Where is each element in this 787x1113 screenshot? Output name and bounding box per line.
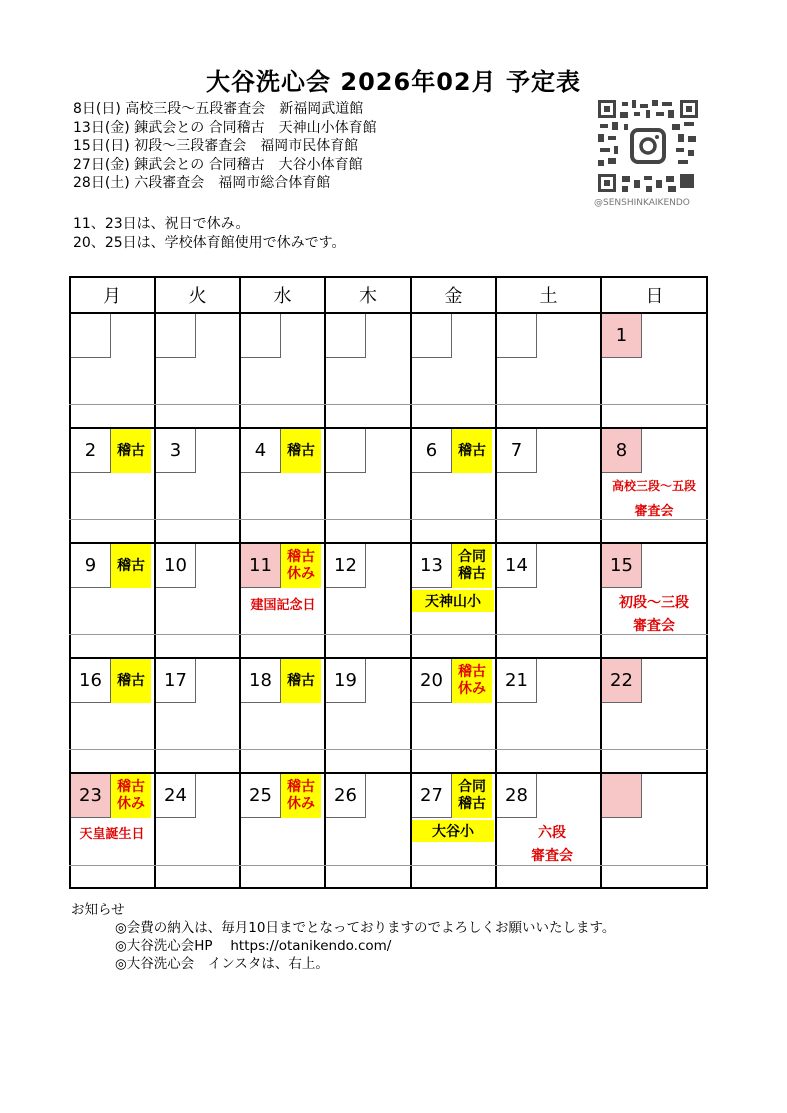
empty-day-box xyxy=(241,314,281,358)
practice-tag: 稽古 xyxy=(452,429,492,473)
practice-tag: 稽古 xyxy=(281,659,321,703)
weekday-mon: 月 xyxy=(103,285,121,307)
day-22[interactable]: 22 xyxy=(602,659,642,703)
day-10[interactable]: 10 xyxy=(156,544,196,588)
empty-day-box xyxy=(602,774,642,818)
event-item: 27日(金) 錬武会との 合同稽古 大谷小体育館 xyxy=(73,156,363,173)
tag-line: 休み xyxy=(117,796,145,812)
day-27[interactable]: 27 xyxy=(412,774,452,818)
practice-tag: 稽古 xyxy=(111,544,151,588)
day-15[interactable]: 15 xyxy=(602,544,642,588)
day-2[interactable]: 2 xyxy=(71,429,111,473)
weekday-tue: 火 xyxy=(188,285,207,307)
page-title: 大谷洗心会 2026年02月 予定表 xyxy=(206,68,581,96)
note-item: 20、25日は、学校体育館使用で休みです。 xyxy=(73,234,346,251)
day-24[interactable]: 24 xyxy=(156,774,196,818)
tag-line: 合同 xyxy=(458,779,486,795)
day-28[interactable]: 28 xyxy=(497,774,537,818)
day-1[interactable]: 1 xyxy=(602,314,642,358)
tag-line: 稽古 xyxy=(287,779,315,795)
day-19[interactable]: 19 xyxy=(326,659,366,703)
empty-day-box xyxy=(156,314,196,358)
empty-day-box xyxy=(326,429,366,473)
empty-day-box xyxy=(326,314,366,358)
event-item: 28日(土) 六段審査会 福岡市総合体育館 xyxy=(73,175,331,191)
tag-line: 休み xyxy=(287,796,315,812)
weekday-thu: 木 xyxy=(359,285,377,307)
holiday-notes xyxy=(73,215,346,252)
day-20[interactable]: 20 xyxy=(412,659,452,703)
tag-line: 休み xyxy=(458,681,486,697)
venue-label: 大谷小 xyxy=(412,820,494,842)
event-list xyxy=(73,100,377,193)
tag-line: 休み xyxy=(287,566,315,582)
tag-line: 稽古 xyxy=(458,664,486,680)
notice-section xyxy=(71,901,615,973)
instagram-qr-icon[interactable] xyxy=(596,98,700,194)
practice-cancelled-tag xyxy=(111,774,151,818)
joint-practice-tag xyxy=(452,774,492,818)
notice-item: ◎会費の納入は、毎月10日までとなっておりますのでよろしくお願いいたします。 xyxy=(115,920,616,936)
notice-heading: お知らせ xyxy=(71,902,125,918)
holiday-label: 建国記念日 xyxy=(250,598,316,613)
tag-line: 稽古 xyxy=(458,566,486,582)
holiday-label: 天皇誕生日 xyxy=(79,827,145,842)
weekday-sun: 日 xyxy=(645,285,664,307)
day-16[interactable]: 16 xyxy=(71,659,111,703)
event-label: 初段～三段 xyxy=(619,595,689,611)
practice-cancelled-tag xyxy=(281,774,321,818)
empty-day-box xyxy=(497,314,537,358)
practice-cancelled-tag xyxy=(452,659,492,703)
tag-line: 合同 xyxy=(458,549,486,565)
notice-item: ◎大谷洗心会 インスタは、右上。 xyxy=(115,956,329,972)
empty-day-box xyxy=(412,314,452,358)
day-8[interactable]: 8 xyxy=(602,429,642,473)
weekday-sat: 土 xyxy=(539,285,558,307)
day-11[interactable]: 11 xyxy=(241,544,281,588)
tag-line: 稽古 xyxy=(458,796,486,812)
day-17[interactable]: 17 xyxy=(156,659,196,703)
weekday-wed: 水 xyxy=(273,285,292,307)
day-12[interactable]: 12 xyxy=(326,544,366,588)
day-25[interactable]: 25 xyxy=(241,774,281,818)
venue-label: 天神山小 xyxy=(412,590,494,612)
tag-line: 稽古 xyxy=(117,779,145,795)
practice-cancelled-tag xyxy=(281,544,321,588)
joint-practice-tag xyxy=(452,544,492,588)
calendar-grid xyxy=(69,276,708,889)
day-13[interactable]: 13 xyxy=(412,544,452,588)
event-item: 15日(日) 初段～三段審査会 福岡市民体育館 xyxy=(73,138,359,154)
event-item: 8日(日) 高校三段～五段審査会 新福岡武道館 xyxy=(73,101,364,117)
note-item: 11、23日は、祝日で休み。 xyxy=(73,216,250,232)
day-26[interactable]: 26 xyxy=(326,774,366,818)
day-18[interactable]: 18 xyxy=(241,659,281,703)
day-3[interactable]: 3 xyxy=(156,429,196,473)
day-14[interactable]: 14 xyxy=(497,544,537,588)
day-9[interactable]: 9 xyxy=(71,544,111,588)
practice-tag: 稽古 xyxy=(281,429,321,473)
event-label: 審査会 xyxy=(633,618,675,634)
day-21[interactable]: 21 xyxy=(497,659,537,703)
empty-day-box xyxy=(71,314,111,358)
day-6[interactable]: 6 xyxy=(412,429,452,473)
notice-item-homepage[interactable]: ◎大谷洗心会HP https://otanikendo.com/ xyxy=(115,938,392,954)
practice-tag: 稽古 xyxy=(111,659,151,703)
event-label: 審査会 xyxy=(634,504,674,519)
practice-tag: 稽古 xyxy=(111,429,151,473)
event-label: 六段 xyxy=(538,825,566,841)
day-4[interactable]: 4 xyxy=(241,429,281,473)
day-23[interactable]: 23 xyxy=(71,774,111,818)
instagram-handle: @SENSHINKAIKENDO xyxy=(594,198,690,208)
day-7[interactable]: 7 xyxy=(497,429,537,473)
weekday-fri: 金 xyxy=(444,285,463,307)
event-item: 13日(金) 錬武会との 合同稽古 天神山小体育館 xyxy=(73,119,377,136)
event-label: 審査会 xyxy=(531,848,573,864)
event-label: 高校三段～五段 xyxy=(611,479,696,493)
tag-line: 稽古 xyxy=(287,549,315,565)
